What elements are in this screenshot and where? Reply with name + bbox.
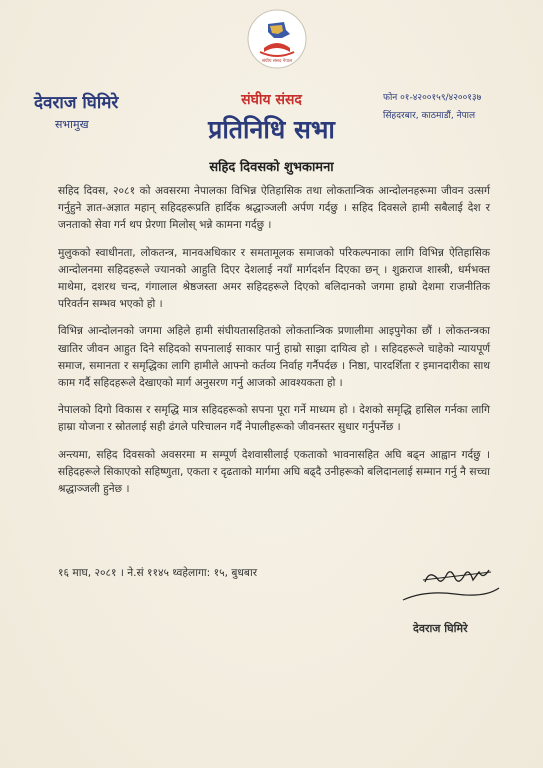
letter-dateline: १६ माघ, २०८१ । ने.सं ११४५ थ्वहेलागा: १५, बुधबार	[58, 567, 258, 579]
body-paragraph: नेपालको दिगो विकास र समृद्धि मात्र सहिदहरूको सपना पूरा गर्ने माध्यम हो । देशको समृद्धि हासिल गर्नका लागि हाम्रा योजना र स्रोतलाई सही ढंगले परिचालन गर्दै नेपालीहरूको जीवनस्तर सुधार गर्नुपर्नेछ ।	[58, 404, 490, 434]
body-paragraph: सहिद दिवस, २०८१ को अवसरमा नेपालका विभिन्न ऐतिहासिक तथा लोकतान्त्रिक आन्दोलनहरूमा जीवन उत्सर्ग गर्नुहुने ज्ञात-अज्ञात महान् सहिदहरूप्रति हार्दिक श्रद्धाञ्जली अर्पण गर्दछु । सहिद दिवसले हामी सबैलाई देश र जनताको सेवा गर्न थप प्रेरणा मिलोस् भन्ने कामना गर्दछु ।	[58, 185, 490, 232]
phone-number: फोन ०१-४२००१५९/४२००१३७	[383, 93, 482, 103]
emblem-caption: संघीय संसद नेपाल	[261, 59, 293, 64]
signatory-name: देवराज घिमिरे	[413, 622, 468, 635]
parliament-emblem-icon	[246, 8, 308, 70]
body-paragraph: मुलुकको स्वाधीनता, लोकतन्त्र, मानवअधिकार र समतामूलक समाजको परिकल्पनाका लागि विभिन्न ऐतिहासिक आन्दोलनमा सहिदहरूले ज्यानको आहुति दिएर देशलाई नयाँ मार्गदर्शन दिएका छन् । शुक्रराज शास्त्री, धर्मभक्त माथेमा, दशरथ चन्द, गंगालाल श्रेष्ठजस्ता अमर सहिदहरूले दिएको बलिदानको जगमा हाम्रो देशमा राजनीतिक परिवर्तन सम्भव भएको हो ।	[58, 246, 490, 311]
sender-title: सभामुख	[55, 118, 89, 131]
institution-main: प्रतिनिधि सभा	[208, 115, 335, 144]
letter-body	[58, 183, 490, 508]
body-paragraph: अन्त्यमा, सहिद दिवसको अवसरमा म सम्पूर्ण देशवासीलाई एकताको भावनासहित अघि बढ्न आह्वान गर्दछु । सहिदहरूले सिकाएको सहिष्णुता, एकता र दृढताको मार्गमा अघि बढ्दै उनीहरूको बलिदानलाई सम्मान गर्नु नै सच्चा श्रद्धाञ्जली हुनेछ ।	[58, 448, 490, 496]
office-address: सिंहदरबार, काठमाडौं, नेपाल	[383, 111, 476, 121]
letter-subject: सहिद दिवसको शुभकामना	[209, 160, 334, 175]
sender-name: देवराज घिमिरे	[34, 93, 119, 113]
body-paragraph: विभिन्न आन्दोलनको जगमा अहिले हामी संघीयतासहितको लोकतान्त्रिक प्रणालीमा आइपुगेका छौं । लोकतन्त्रका खातिर जीवन आहुत दिने सहिदको सपनालाई साकार पार्नु हाम्रो साझा दायित्व हो । सहिदहरूले चाहेको न्यायपूर्ण समाज, समानता र समृद्धिका लागि हामीले आफ्नो कर्तव्य निर्वाह गर्नैपर्दछ । निष्ठा, पारदर्शिता र इमानदारीका साथ काम गर्दै सहिदहरूले देखाएको मार्ग अनुसरण गर्नु आजको आवश्यकता हो ।	[58, 325, 490, 390]
institution-top: संघीय संसद	[241, 92, 302, 108]
handwritten-signature	[395, 560, 505, 610]
